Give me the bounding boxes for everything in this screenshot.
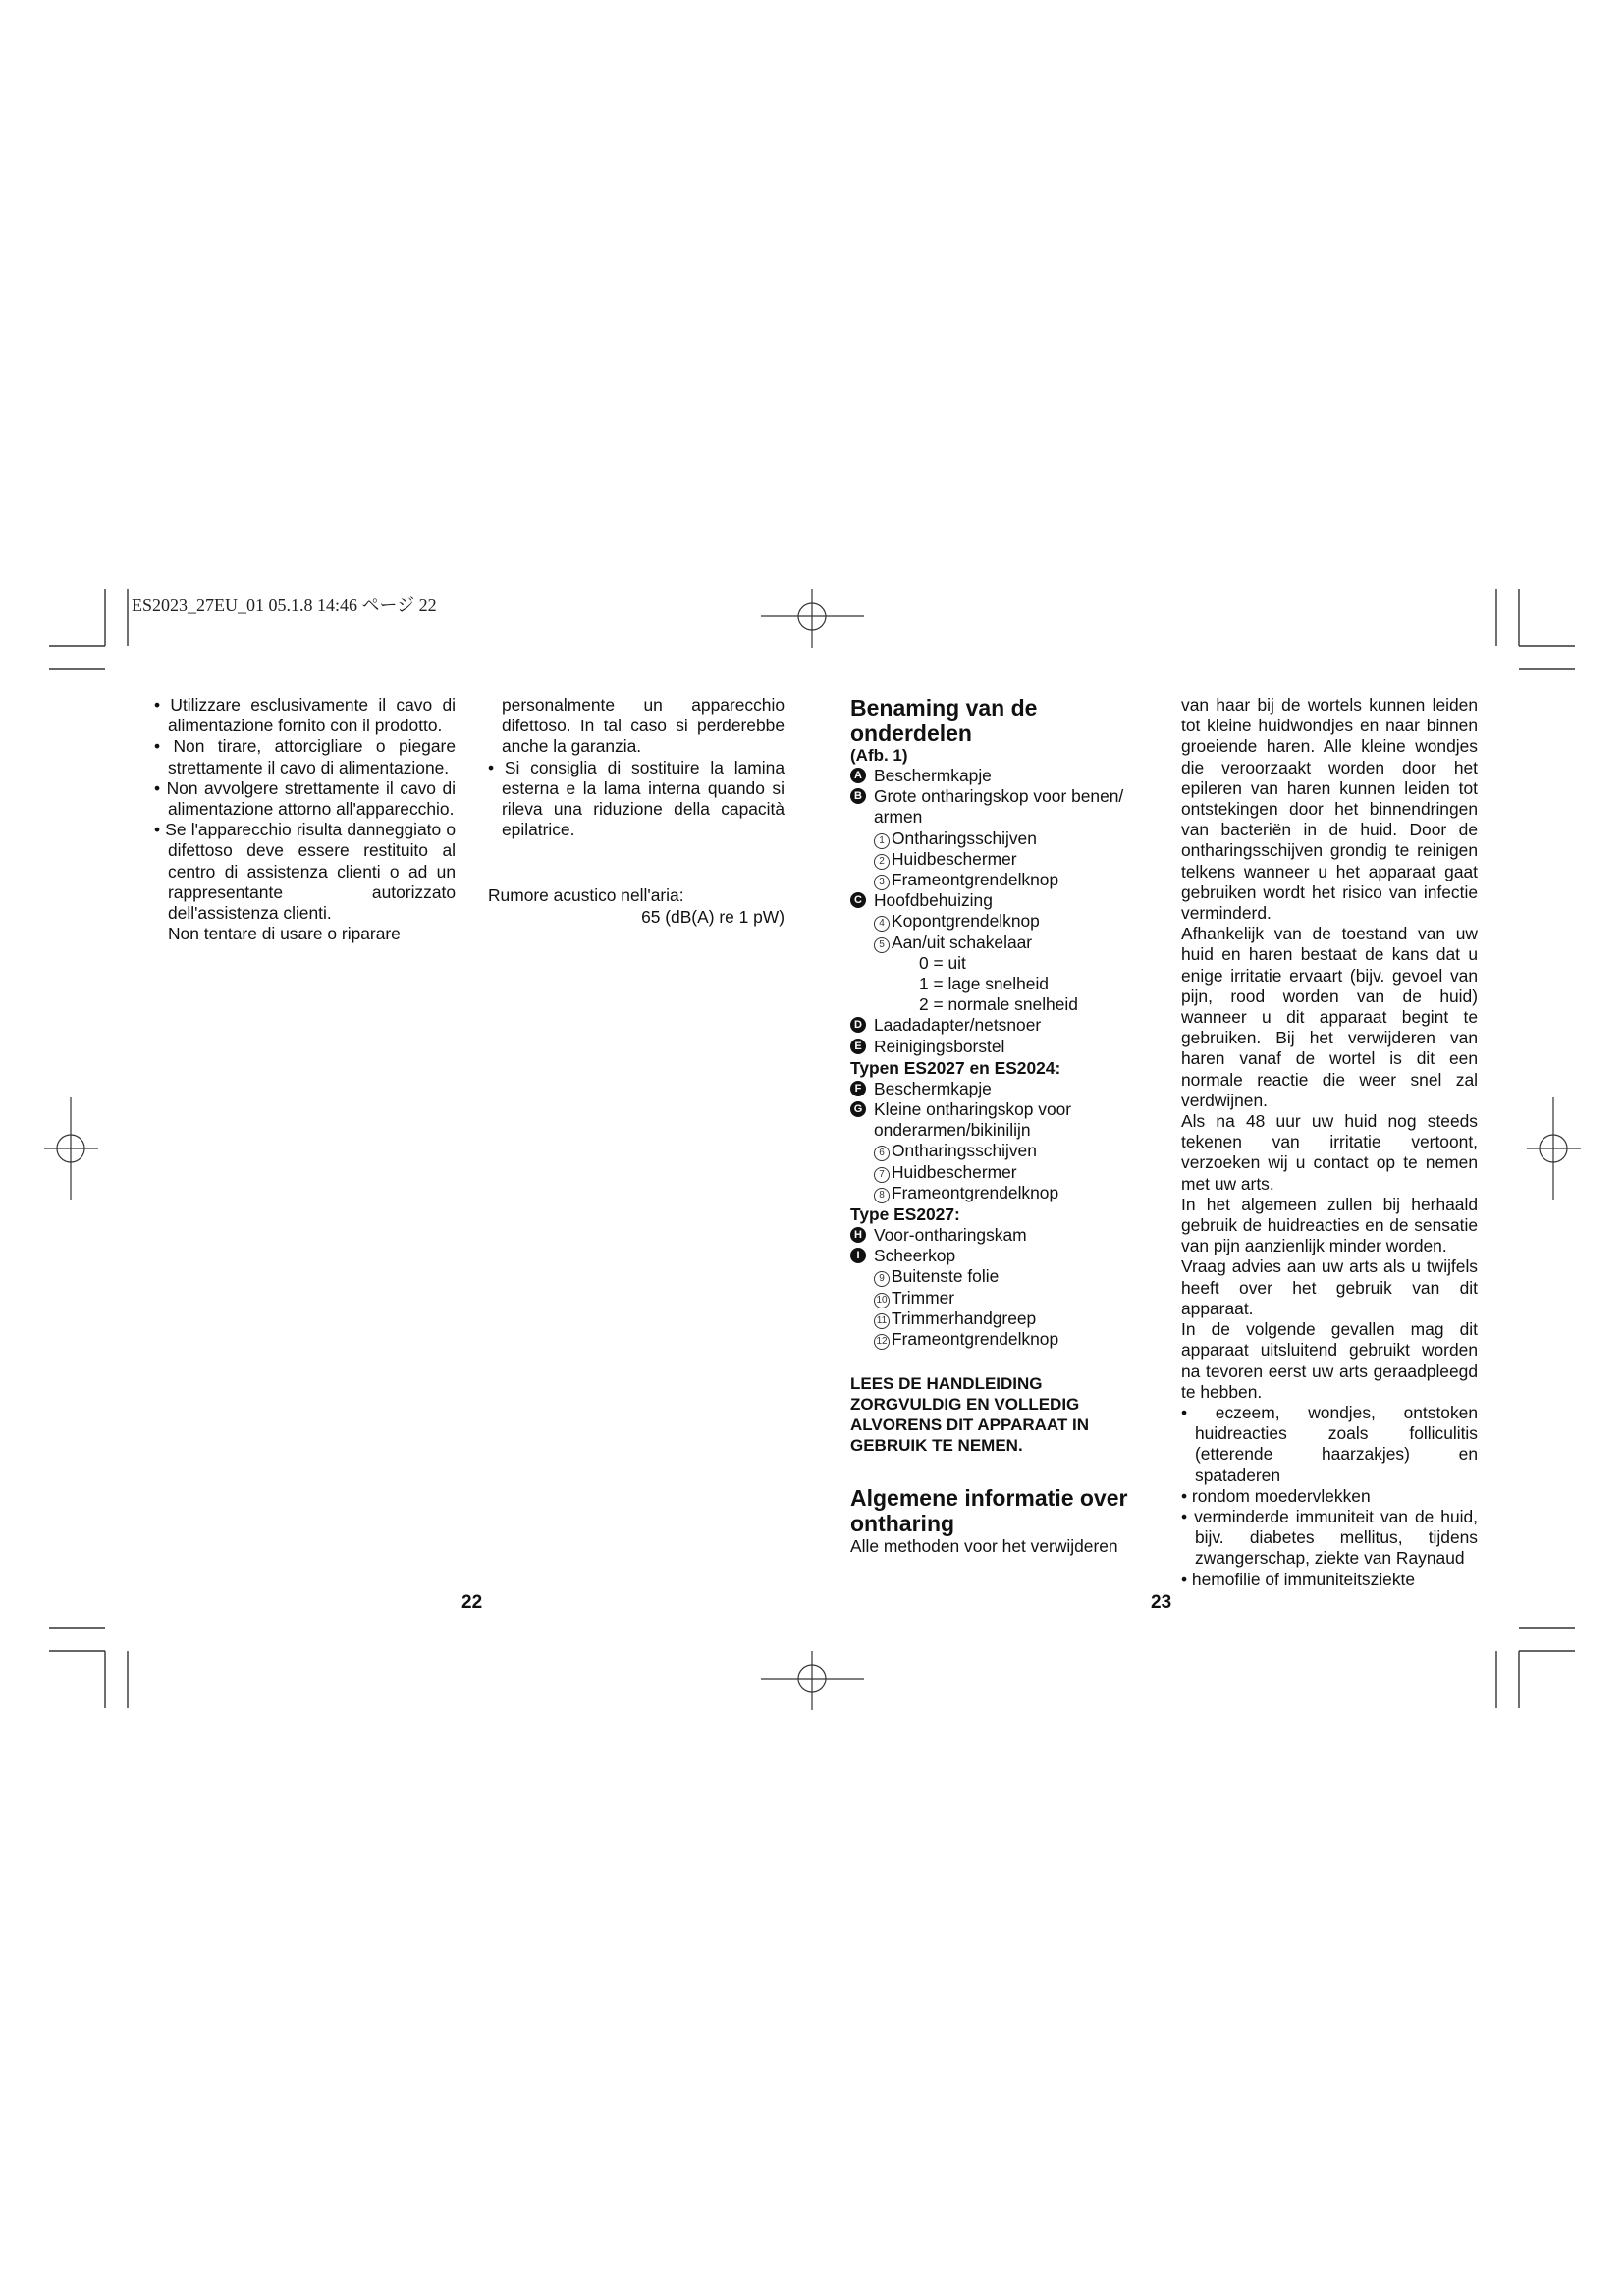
number-badge-icon: 8 <box>874 1188 890 1203</box>
letter-badge-icon: G <box>850 1101 866 1117</box>
letter-badge-icon: I <box>850 1248 866 1263</box>
number-badge-icon: 10 <box>874 1293 890 1308</box>
letter-badge-icon: A <box>850 768 866 783</box>
letter-badge-icon: B <box>850 788 866 804</box>
bullet-item: • Se l'apparecchio risulta danneggiato o difettoso deve essere restituito al centro di assistenza clienti o ad un rappresentante autorizzato dell'assistenza clienti. <box>154 820 457 924</box>
switch-setting: 1 = lage snelheid <box>919 974 1049 994</box>
sub-item: 4 Kopontgrendelknop <box>850 911 1151 932</box>
part-item: G Kleine ontharingskop voor onderarmen/bikinilijn <box>850 1099 1151 1141</box>
sub-item: 6 Ontharingsschijven <box>850 1141 1151 1161</box>
bullet-item: • verminderde immuniteit van de huid, bijv. diabetes mellitus, tijdens zwangerschap, ziekte van Raynaud <box>1181 1506 1479 1569</box>
number-badge-icon: 1 <box>874 833 890 849</box>
number-badge-icon: 2 <box>874 854 890 870</box>
warning-notice: LEES DE HANDLEIDING ZORGVULDIG EN VOLLEDIG ALVORENS DIT APPARAAT IN GEBRUIK TE NEMEN. <box>850 1374 1090 1456</box>
bullet-item: • Utilizzare esclusivamente il cavo di alimentazione fornito con il prodotto. <box>154 695 456 736</box>
bullet-item: • eczeem, wondjes, ontstoken huidreacties zoals folliculitis (etterende haarzakjes) en spataderen <box>1181 1402 1478 1485</box>
sub-item: 5 Aan/uit schakelaar <box>850 933 1151 953</box>
part-item: D Laadadapter/netsnoer <box>850 1015 1151 1036</box>
sub-item: 2 Huidbeschermer <box>850 849 1151 870</box>
paragraph: Non tentare di usare o riparare <box>168 924 401 944</box>
page-number-right: 23 <box>1151 1592 1172 1613</box>
section-title: Algemene informatie over ontharing <box>850 1485 1128 1537</box>
number-badge-icon: 11 <box>874 1313 890 1329</box>
sub-item: 12 Frameontgrendelknop <box>850 1329 1151 1350</box>
sub-item: 11 Trimmerhandgreep <box>850 1308 1151 1329</box>
letter-badge-icon: D <box>850 1017 866 1033</box>
bullet-item: • Si consiglia di sostituire la lamina esterna e la lama interna quando si rileva una riduzione della capacità epilatrice. <box>488 757 785 840</box>
paragraph: In de volgende gevallen mag dit apparaat uitsluitend gebruikt worden na tevoren eerst uw arts geraadpleegd te hebben. <box>1181 1319 1478 1402</box>
paragraph: van haar bij de wortels kunnen leiden tot kleine huidwondjes en naar binnen groeiende haren. Alle kleine wondjes die veroorzaakt worden door het epileren van haren kunnen leiden tot ontstekingen door het binnendringen van bacteriën in de huid. Door de ontharingsschijven grondig te reinigen telkens wanneer u het apparaat gaat gebruiken wordt het risico van infectie verminderd. <box>1181 695 1478 924</box>
paragraph: personalmente un apparecchio difettoso. In tal caso si perderebbe anche la garanzia. <box>502 695 785 757</box>
paragraph: Alle methoden voor het verwijderen <box>850 1536 1118 1557</box>
column-3 <box>850 695 1151 1557</box>
number-badge-icon: 9 <box>874 1271 890 1287</box>
letter-badge-icon: E <box>850 1039 866 1054</box>
sub-item: 3 Frameontgrendelknop <box>850 870 1151 890</box>
sub-item: 10 Trimmer <box>850 1288 1151 1308</box>
types-heading: Type ES2027: <box>850 1204 960 1225</box>
number-badge-icon: 6 <box>874 1146 890 1161</box>
print-job-stamp: ES2023_27EU_01 05.1.8 14:46 ページ 22 <box>132 595 437 614</box>
part-item: A Beschermkapje <box>850 766 1151 786</box>
paragraph: Afhankelijk van de toestand van uw huid en haren bestaat de kans dat u enige irritatie ervaart (bijv. gevoel van pijn, rood worden van de huid) wanneer u dit apparaat begint te gebruiken. Bij het verwijderen van haren vanaf de wortel is dit een normale reactie die weer snel zal verdwijnen. <box>1181 924 1478 1110</box>
noise-value: 65 (dB(A) re 1 pW) <box>641 906 785 927</box>
paragraph: Vraag advies aan uw arts als u twijfels heeft over het gebruik van dit apparaat. <box>1181 1256 1478 1318</box>
switch-setting: 2 = normale snelheid <box>919 994 1078 1015</box>
bullet-item: • Non avvolgere strettamente il cavo di alimentazione attorno all'apparecchio. <box>154 777 457 820</box>
noise-label: Rumore acustico nell'aria: <box>488 885 684 906</box>
part-item: E Reinigingsborstel <box>850 1037 1151 1057</box>
column-2 <box>488 695 785 928</box>
bullet-item: • Non tirare, attorcigliare o piegare strettamente il cavo di alimentazione. <box>154 736 456 777</box>
sub-item: 9 Buitenste folie <box>850 1266 1151 1287</box>
bullet-item: • rondom moedervlekken <box>1181 1485 1371 1506</box>
column-1 <box>154 695 456 944</box>
part-item: C Hoofdbehuizing <box>850 890 1151 911</box>
section-title: Benaming van de onderdelen <box>850 695 1038 746</box>
sub-item: 7 Huidbeschermer <box>850 1162 1151 1183</box>
letter-badge-icon: H <box>850 1227 866 1243</box>
number-badge-icon: 5 <box>874 937 890 953</box>
number-badge-icon: 12 <box>874 1334 890 1350</box>
paragraph: In het algemeen zullen bij herhaald gebruik de huidreacties en de sensatie van pijn aanzienlijk minder worden. <box>1181 1194 1478 1256</box>
types-heading: Typen ES2027 en ES2024: <box>850 1057 1061 1078</box>
section-subtitle: (Afb. 1) <box>850 746 908 765</box>
part-item: B Grote ontharingskop voor benen/ armen <box>850 786 1151 828</box>
sub-item: 8 Frameontgrendelknop <box>850 1183 1151 1203</box>
number-badge-icon: 7 <box>874 1167 890 1183</box>
part-item: I Scheerkop <box>850 1246 1151 1266</box>
switch-setting: 0 = uit <box>919 952 966 973</box>
column-4 <box>1181 695 1478 1590</box>
number-badge-icon: 4 <box>874 916 890 932</box>
letter-badge-icon: C <box>850 892 866 908</box>
part-item: H Voor-ontharingskam <box>850 1225 1151 1246</box>
number-badge-icon: 3 <box>874 875 890 890</box>
page-number-left: 22 <box>461 1592 483 1613</box>
part-item: F Beschermkapje <box>850 1079 1151 1099</box>
paragraph: Als na 48 uur uw huid nog steeds tekenen van irritatie vertoont, verzoeken wij u contact op te nemen met uw arts. <box>1181 1111 1478 1194</box>
letter-badge-icon: F <box>850 1081 866 1096</box>
sub-item: 1 Ontharingsschijven <box>850 828 1151 849</box>
bullet-item: • hemofilie of immuniteitsziekte <box>1181 1569 1416 1589</box>
